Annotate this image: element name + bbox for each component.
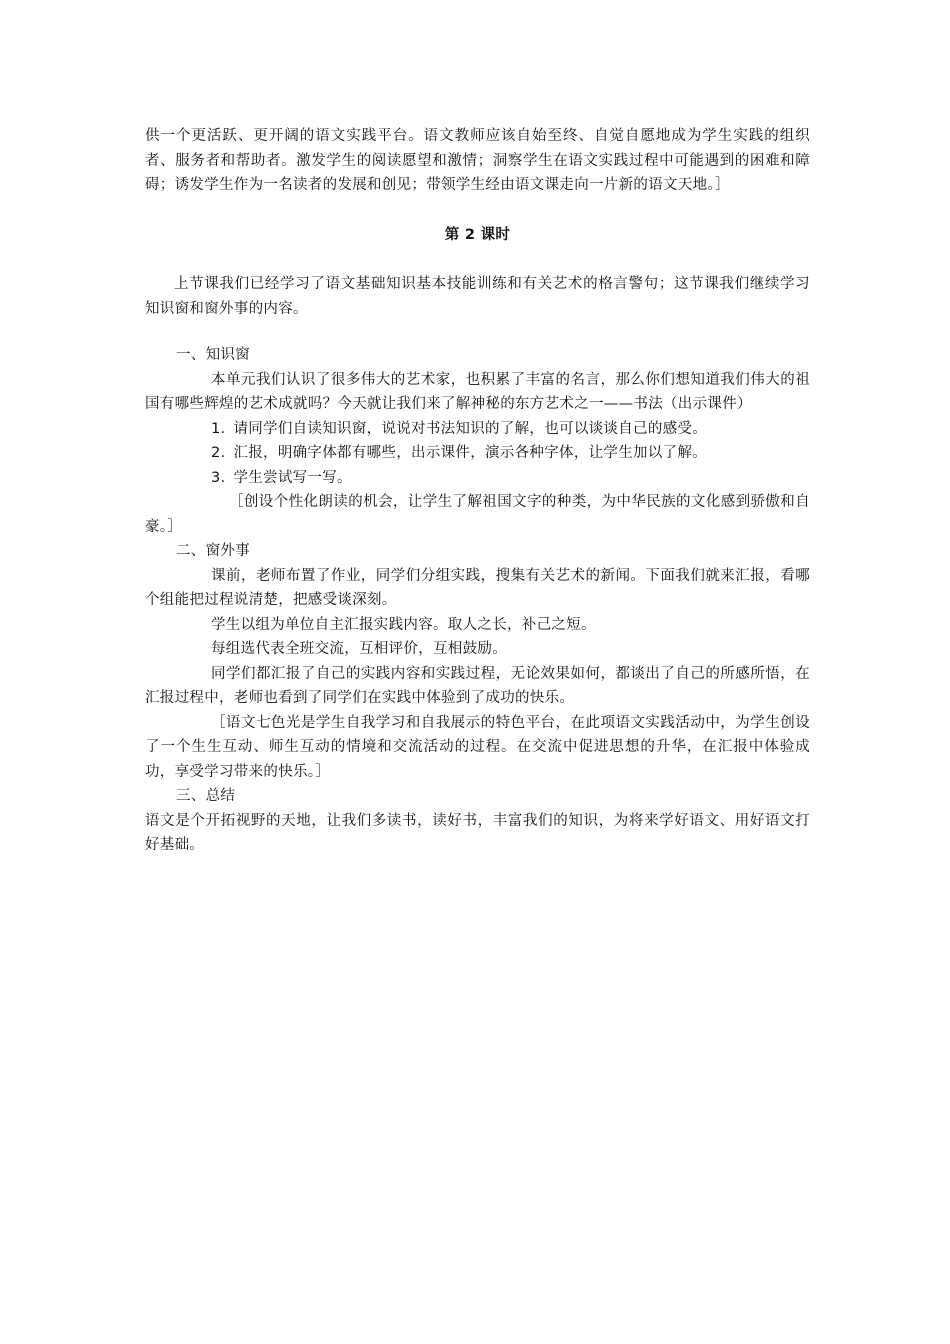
list-number: 1. (211, 420, 226, 437)
knowledge-window-note: ［创设个性化朗读的机会，让学生了解祖国文字的种类，为中华民族的文化感到骄傲和自豪。］ (145, 494, 810, 535)
lesson-opening-paragraph: 上节课我们已经学习了语文基础知识基本技能训练和有关艺术的格言警句；这节课我们继续学习知识窗和窗外事的内容。 (145, 276, 810, 317)
list-text: 汇报，明确字体都有哪些，出示课件，演示各种字体，让学生加以了解。 (233, 445, 708, 461)
list-text: 学生尝试写一写。 (233, 469, 352, 486)
section-heading-knowledge-window: 一、知识窗 (176, 347, 250, 363)
section-heading-summary: 三、总结 (176, 788, 236, 804)
outside-world-paragraph: 课前，老师布置了作业，同学们分组实践，搜集有关艺术的新闻。下面我们就来汇报，看哪个组能把过程说清楚，把感受谈深刻。 (145, 567, 810, 608)
outside-world-paragraph: 同学们都汇报了自己的实践内容和实践过程，无论效果如何，都谈出了自己的所感所悟，在汇报过程中，老师也看到了同学们在实践中体验到了成功的快乐。 (145, 665, 810, 706)
spacer (145, 321, 810, 343)
list-item (145, 466, 810, 491)
list-number: 3. (211, 469, 226, 486)
lesson-title: 第 2 课时 (444, 226, 511, 243)
summary-paragraph: 语文是个开拓视野的天地，让我们多读书，读好书，丰富我们的知识，为将来学好语文、用好语文打好基础。 (145, 812, 810, 853)
intro-paragraph: 供一个更活跃、更开阔的语文实践平台。语文教师应该自始至终、自觉自愿地成为学生实践的组织者、服务者和帮助者。激发学生的阅读愿望和激情；洞察学生在语文实践过程中可能遇到的困难和障碍；诱发学生作为一名读者的发展和创见；带领学生经由语文课走向一片新的语文天地。］ (145, 128, 810, 193)
outside-world-paragraph: 学生以组为单位自主汇报实践内容。取人之长，补己之短。 (211, 616, 596, 633)
outside-world-note: ［语文七色光是学生自我学习和自我展示的特色平台，在此项语文实践活动中，为学生创设了一个生生互动、师生互动的情境和交流活动的过程。在交流中促进思想的升华，在汇报中体验成功，享受学习带来的快乐。］ (145, 714, 810, 780)
spacer (145, 247, 810, 272)
list-item (145, 441, 810, 466)
list-text: 请同学们自读知识窗，说说对书法知识的了解，也可以谈谈自己的感受。 (233, 420, 708, 437)
list-number: 2. (211, 445, 226, 461)
spacer (145, 198, 810, 223)
knowledge-window-paragraph: 本单元我们认识了很多伟大的艺术家，也积累了丰富的名言，那么你们想知道我们伟大的祖国有哪些辉煌的艺术成就吗？今天就让我们来了解神秘的东方艺术之一——书法（出示课件） (145, 371, 810, 412)
document-page (145, 124, 810, 858)
list-item (145, 417, 810, 442)
section-heading-outside-world: 二、窗外事 (176, 543, 250, 559)
outside-world-paragraph: 每组选代表全班交流，互相评价，互相鼓励。 (211, 641, 507, 657)
